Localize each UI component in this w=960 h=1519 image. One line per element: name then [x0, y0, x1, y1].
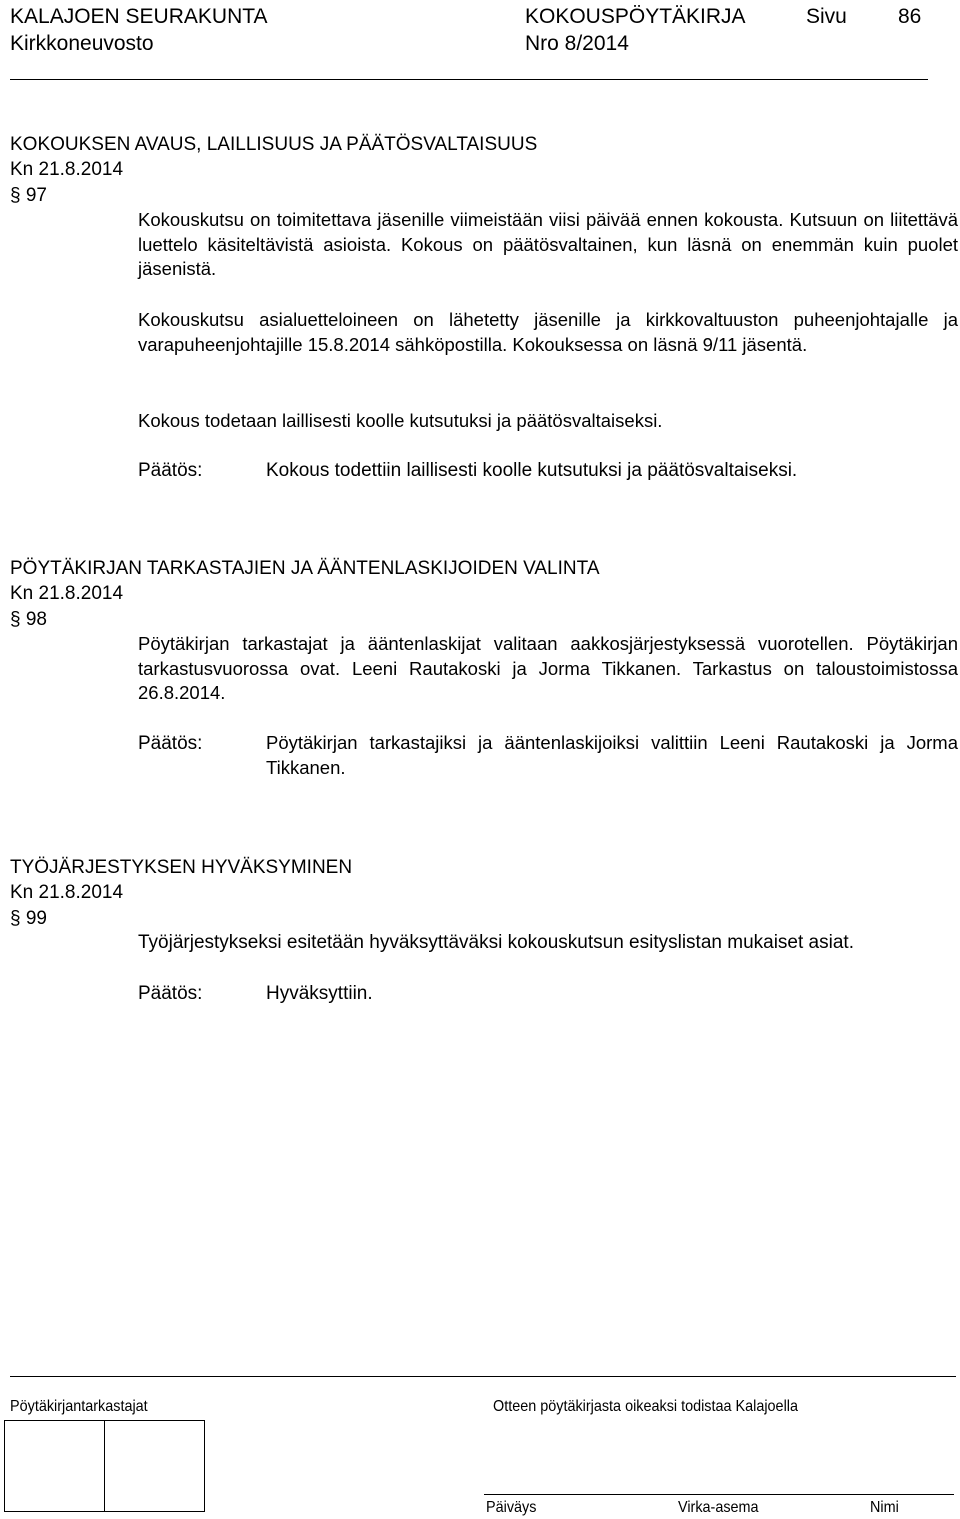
decision-label: Päätös: [138, 733, 203, 754]
section-paragraph: Pöytäkirjan tarkastajat ja ääntenlaskijat valitaan aakkosjärjestyksessä vuorotellen. Pöytäkirjan tarkastusvuorossa ovat. Leeni Rautakoski ja Jorma Tikkanen. Tarkastus on taloustoimistossa 26.8.2014. [138, 633, 958, 703]
section-symbol: § [10, 908, 21, 929]
date-label: Päiväys [486, 1499, 537, 1516]
inspector-signature-box-1 [4, 1420, 105, 1512]
section-title: KOKOUKSEN AVAUS, LAILLISUUS JA PÄÄTÖSVALTAISUUS [10, 134, 538, 155]
section-number: 98 [25, 609, 47, 630]
section-date: Kn 21.8.2014 [10, 583, 124, 604]
section-paragraph: Kokous todetaan laillisesti koolle kutsutuksi ja päätösvaltaiseksi. [138, 410, 663, 431]
decision-label: Päätös: [138, 460, 203, 481]
section-mark [10, 909, 47, 928]
certification-text: Otteen pöytäkirjasta oikeaksi todistaa Kalajoella [493, 1398, 798, 1415]
title-label: Virka-asema [678, 1499, 759, 1516]
section-title: PÖYTÄKIRJAN TARKASTAJIEN JA ÄÄNTENLASKIJOIDEN VALINTA [10, 558, 600, 579]
section-number: 97 [25, 185, 47, 206]
decision-text: Hyväksyttiin. [266, 983, 373, 1004]
section-title: TYÖJÄRJESTYKSEN HYVÄKSYMINEN [10, 857, 353, 878]
decision-text: Kokous todettiin laillisesti koolle kutsutuksi ja päätösvaltaiseksi. [266, 460, 798, 481]
header-doc-number: Nro 8/2014 [525, 32, 629, 55]
header-org: KALAJOEN SEURAKUNTA [10, 5, 268, 28]
section-symbol: § [10, 609, 21, 630]
section-date: Kn 21.8.2014 [10, 882, 124, 903]
inspectors-label: Pöytäkirjantarkastajat [10, 1398, 148, 1415]
footer-rule [10, 1376, 956, 1377]
section-date: Kn 21.8.2014 [10, 159, 124, 180]
section-number: 99 [25, 908, 47, 929]
inspector-signature-box-2 [104, 1420, 205, 1512]
header-page-number: 86 [898, 5, 922, 28]
section-paragraph: Työjärjestykseksi esitetään hyväksyttäväksi kokouskutsun esityslistan mukaiset asiat. [138, 932, 854, 953]
header-body-name: Kirkkoneuvosto [10, 32, 154, 55]
header-rule [10, 79, 928, 80]
decision-text: Pöytäkirjan tarkastajiksi ja ääntenlaskijoiksi valittiin Leeni Rautakoski ja Jorma Tikkanen. [266, 732, 958, 778]
name-label: Nimi [870, 1499, 899, 1516]
section-mark [10, 610, 47, 629]
section-paragraph: Kokouskutsu asialuetteloineen on lähetetty jäsenille ja kirkkovaltuuston puheenjohtajalle ja varapuheenjohtajille 15.8.2014 sähköpostilla. Kokouksessa on läsnä 9/11 jäsentä. [138, 309, 958, 355]
decision-label: Päätös: [138, 983, 203, 1004]
section-mark [10, 186, 47, 205]
signature-rule [484, 1494, 954, 1495]
section-paragraph: Kokouskutsu on toimitettava jäsenille viimeistään viisi päivää ennen kokousta. Kutsuun on liitettävä luettelo käsiteltävistä asioista. Kokous on päätösvaltainen, kun läsnä on enemmän kuin puolet jäsenistä. [138, 209, 958, 279]
header-page-label: Sivu [806, 5, 847, 28]
header-doc-type: KOKOUSPÖYTÄKIRJA [525, 5, 746, 28]
section-symbol: § [10, 185, 21, 206]
